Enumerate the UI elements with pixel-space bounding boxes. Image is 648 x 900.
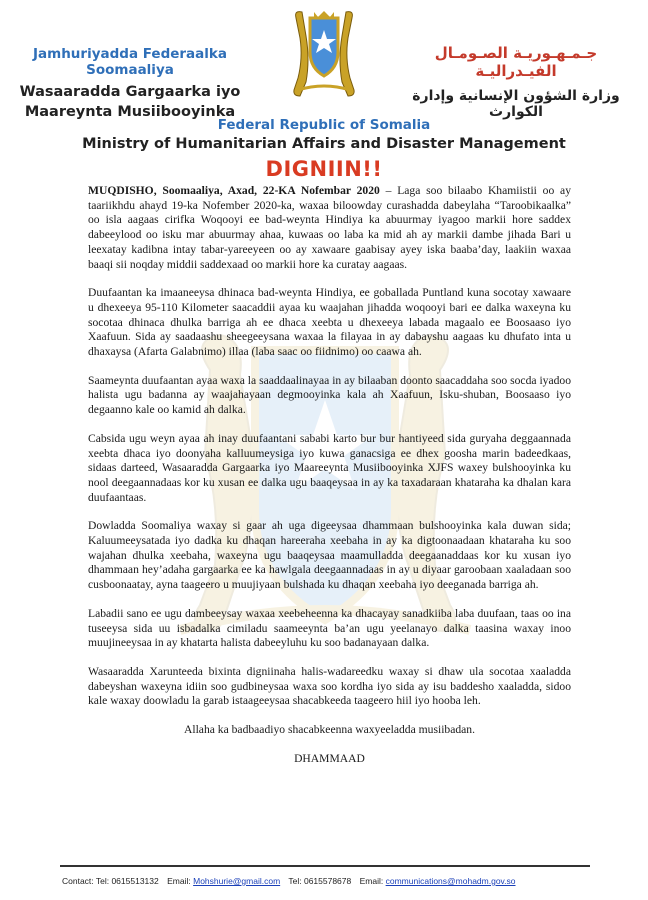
header-ministry-somali-line1: Wasaaradda Gargaarka iyo (19, 84, 241, 100)
footer-divider (60, 865, 590, 867)
paragraph-7: Wasaaradda Xarunteeda bixinta digniinaha halis-wadareedku waxay si dhaw ula socotaa xaaladda dabeyshan waxeyna idiin soo gudbineysaa waxa soo kordha iyo sida ay isu baddesho xaaladda, sidoo kale waxay doowladu la garab istaageeysaa shacabkeeda taageero hiil iyo hooba leh. (88, 664, 571, 708)
footer-contact (62, 876, 592, 886)
somalia-coat-of-arms-icon (288, 6, 360, 98)
paragraph-3: Saameynta duufaantan ayaa waxa la saaddaalinayaa in ay bilaaban doonto saacaddaha soo socda iyadoo halista ugu badanna ay waajahayaan degmooyinka kala ah Xaafuun, Isku-shuban, Boosaaso iyo degaanno kale oo kamid ah dalka. (88, 373, 571, 417)
footer-email-1-label: Email: (167, 876, 191, 886)
footer-email-1-link[interactable]: Mohshurie@gmail.com (193, 876, 281, 886)
document-body (88, 184, 571, 781)
footer-tel-2: Tel: 0615578678 (288, 876, 352, 886)
paragraph-1 (88, 184, 571, 272)
header-ministry-english: Ministry of Humanitarian Affairs and Disaster Management (82, 136, 566, 152)
header-ministry-somali-line2: Maareynta Musiibooyinka (24, 104, 236, 120)
header-ministry-arabic: وزارة الشؤون الإنسانية وإدارة الكوارث (412, 88, 620, 120)
signoff: DHAMMAAD (294, 751, 365, 765)
paragraph-5: Dowladda Soomaliya waxay si gaar ah uga digeeysaa dhammaan bulshooyinka kala duwan sida; Kaluumeeysatada iyo dadka ku dhaqan hareeraha xeebaha in ay ka digtoonaadaan khataraha ku soo wajahan dhulka xeebaha, waxeyna ugu baaqeysaa maamulladda deegaanaddaas kor ku xusan iyo dhammaan hey’adaha gargaarka ee ka hawlgala deegaannadaas in ay u diyaar garoobaan xaaladaan soo cusboonaatay, ayna taageero u muujiyaan bulshada ku dhaqan xeebaha iyo deeganada barriga ah. (88, 519, 571, 592)
footer-email-2-label: Email: (359, 876, 384, 886)
paragraph-1-text: – Laga soo bilaabo Khamiistii oo ay taariikhdu ahayd 19-ka Nofember 2020-ka, waxaa biloowday curashadda dabeylaha “Taroobikaalka” oo isla aagaas cirifka Woqooyi ee bad-weynta Hindiya ka abuurmay iyagoo markii hore saddex dabeeylood oo isku mar abuurmay ahaa, kuwaas oo laba ka mid ah ay markii dambe jihada Bari u leexatay kadibna intay tabar-yareeyeen oo ay xawaare gaabisay ayey iska baaba’day, laakiin waxaa baaqi sii noqday middii saddexaad oo markii hore ka curatay aagaas. (88, 184, 571, 271)
footer-email-2-link[interactable]: communications@mohadm.gov.so (385, 876, 516, 886)
header-republic-arabic: جـمـهـوريـة الصـومـال الفيـدراليـة (434, 44, 598, 80)
document-title: DIGNIIN!! (265, 157, 383, 181)
header-republic-somali: Jamhuriyadda Federaalka Soomaaliya (33, 46, 227, 78)
header-republic-english: Federal Republic of Somalia (217, 117, 431, 133)
paragraph-2: Duufaantan ka imaaneeysa dhinaca bad-weynta Hindiya, ee goballada Puntland kuna socotay xawaare u dhexeeya 95-110 Kilometer saacaddii ayaa ku waajahan jihadda woqooyi bari ee dalka waxeyna ku socotaa dhinaca dhulka barriga ah ee dhaca xeebta u dhexeeya labada magaalo ee Boosaaso iyo Xaafuun. Sida ay saadaashu sheegeeysana waxaa la filayaa in ay dabayshu aagaas ku dhufato inta u dhaxaysa (Afarta Galabnimo) illaa (laba saac oo fiidnimo) oo caawa ah. (88, 286, 571, 359)
header-right-block (396, 44, 636, 120)
header-left-block (10, 46, 250, 120)
paragraph-6: Labadii sano ee ugu dambeeysay waxaa xeebeheenna ka dhacayay sanadkiiba laba duufaan, taas oo ina tuseeysa sida uu isbadalka cimiladu saameeynta ba’an ugu yeelanayo dalka taasina waxay inoo muujineeysaa in ay khatarta halista dabeeyluhu ku soo badanayaan dalka. (88, 606, 571, 650)
footer-tel-1: Contact: Tel: 0615513132 (62, 876, 159, 886)
paragraph-4: Cabsida ugu weyn ayaa ah inay duufaantani sababi karto bur bur hantiyeed sida guryaha deggaannada xeebta dhaca iyo doonyaha kalluumeysiga iyo kuwa ganacsiga ee dhex goosha marin badeedkaas, sidaas darteed, Wasaaradda Gargaarka iyo Maareeynta Musiibooyinka XJFS waxey bulshooyinka ku nool deegaannadaas kor ku xusan ee dalka ugu baaqeysaa in ay ka taxadaraan khataraha ka dhalan kara duufaantaas. (88, 431, 571, 504)
closing-line: Allaha ka badbaadiyo shacabkeenna waxyeeladda musiibadan. (183, 723, 475, 737)
dateline: MUQDISHO, Soomaaliya, Axad, 22-KA Nofembar 2020 (88, 184, 380, 197)
